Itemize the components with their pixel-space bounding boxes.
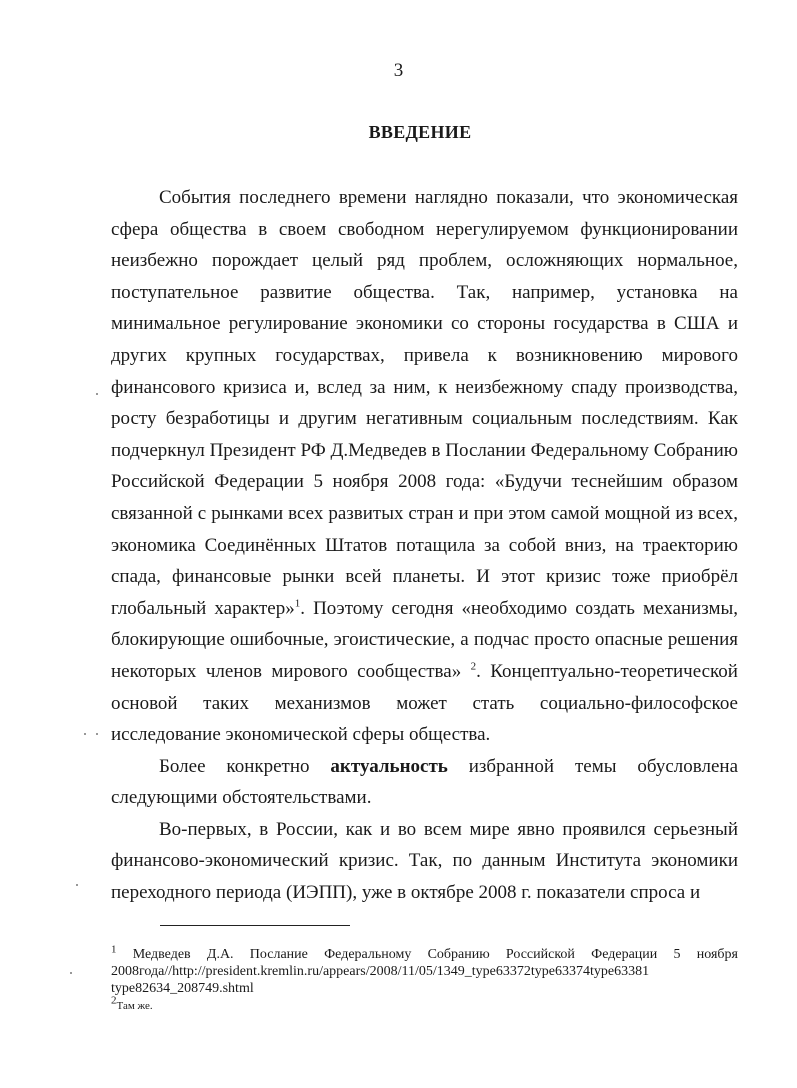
footnote-ref-2: 2 [470,660,477,673]
footnotes [111,943,738,1015]
footnote-separator [160,925,350,926]
footnote-2-marker: 2 [111,994,117,1007]
footnote-1-marker: 1 [111,943,117,956]
paragraph-2-text-a: Более конкретно [159,755,331,777]
section-title: ВВЕДЕНИЕ [368,122,472,142]
scan-speck [70,972,72,974]
paragraph-3 [111,814,738,909]
paragraph-2 [111,751,738,814]
paragraph-3-text: Во-первых, в России, как и во всем мире явно проявился серьезный финансово-экономический кризис. Так, по данным Института экономики переходного периода (ИЭПП), уже в октябре 2008 г. показатели спроса и [111,818,738,904]
footnote-ref-1: 1 [294,597,301,610]
paragraph-1 [111,182,738,751]
body-text [111,182,738,909]
paragraph-1-text-b: . Поэтому сегодня «необходимо создать механизмы, блокирующие ошибочные, эгоистические, а подчас просто опасные решения некоторых членов мирового сообщества» [111,597,738,682]
paragraph-1-text-a: События последнего времени наглядно показали, что экономическая сфера общества в своем свободном нерегулируемом функционировании неизбежно порождает целый ряд проблем, осложняющих нормальное, поступательное развитие общества. Так, например, установка на минимальное регулирование экономики со стороны государства в США и других крупных государствах, привела к возникновению мирового финансового кризиса и, вслед за ним, к неизбежному спаду производства, росту безработицы и другим негативным социальным последствиям. Как подчеркнул Президент РФ Д.Медведев в Послании Федеральному Собранию Российской Федерации 5 ноября 2008 года: «Будучи теснейшим образом связанной с рынками всех развитых стран и при этом самой мощной из всех, экономика Соединённых Штатов потащила за собой вниз, на траекторию спада, финансовые рынки всей планеты. И этот кризис тоже приобрёл глобальный характер» [111,187,738,619]
paragraph-2-text-b: избранной темы обусловлена следующими обстоятельствами. [111,755,738,809]
page-number: 3 [393,60,404,81]
footnote-1 [111,943,738,997]
footnote-2-text: Там же. [116,1000,153,1012]
scan-speck [96,393,98,395]
scan-speck [96,733,98,735]
scan-speck [76,884,78,886]
paragraph-2-bold-term: актуальность [330,755,448,777]
footnote-2 [111,994,738,1015]
scan-speck [84,733,86,735]
footnote-1-text: Медведев Д.А. Послание Федеральному Собранию Российской Федерации 5 ноября 2008года//http://president.kremlin.ru/appears/2008/11/05/1349_type63372type63374type63381 type82634_208749.shtml [111,947,738,996]
paragraph-1-text-c: . Концептуально-теоретической основой таких механизмов может стать социально-философское исследование экономической сферы общества. [111,660,738,746]
